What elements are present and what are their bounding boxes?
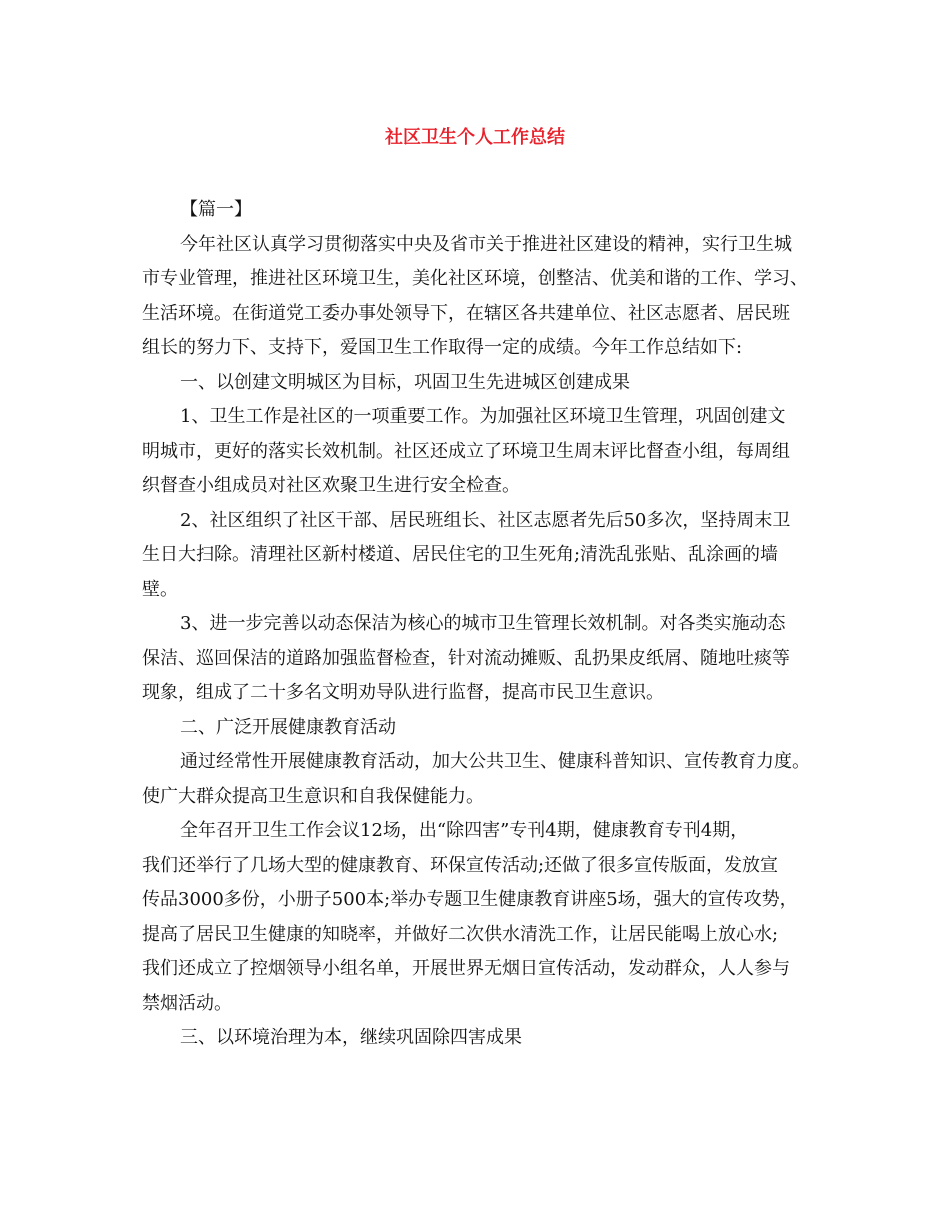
- body-line: 传品3000多份，小册子500本;举办专题卫生健康教育讲座5场，强大的宣传攻势，: [142, 889, 798, 910]
- body-line: 保洁、巡回保洁的道路加强监督检查，针对流动摊贩、乱扔果皮纸屑、随地吐痰等: [142, 647, 790, 669]
- body-line: 二、广泛开展健康教育活动: [180, 716, 396, 738]
- document-body: [142, 193, 832, 1056]
- body-line: 壁。: [142, 578, 178, 600]
- body-line: 禁烟活动。: [142, 992, 232, 1014]
- body-line: 生日大扫除。清理社区新村楼道、居民住宅的卫生死角;清洗乱张贴、乱涂画的墙: [142, 544, 779, 565]
- body-line: 现象，组成了二十多名文明劝导队进行监督，提高市民卫生意识。: [142, 682, 664, 703]
- body-line: 我们还成立了控烟领导小组名单，开展世界无烟日宣传活动，发动群众，人人参与: [142, 958, 790, 979]
- body-line: 组长的努力下、支持下，爱国卫生工作取得一定的成绩。今年工作总结如下:: [142, 337, 743, 358]
- body-line: 提高了居民卫生健康的知晓率，并做好二次供水清洗工作，让居民能喝上放心水;: [142, 923, 779, 945]
- body-line: 一、以创建文明城区为目标，巩固卫生先进城区创建成果: [180, 371, 630, 393]
- body-line: 市专业管理，推进社区环境卫生，美化社区环境，创整洁、优美和谐的工作、学习、: [142, 268, 808, 289]
- body-line: 【篇一】: [180, 199, 252, 220]
- body-line: 使广大群众提高卫生意识和自我保健能力。: [142, 785, 484, 807]
- body-line: 明城市，更好的落实长效机制。社区还成立了环境卫生周末评比督查小组，每周组: [142, 440, 790, 462]
- body-line: 通过经常性开展健康教育活动，加大公共卫生、健康科普知识、宣传教育力度。: [180, 751, 810, 772]
- body-line: 全年召开卫生工作会议12场，出“除四害”专刊4期，健康教育专刊4期，: [180, 820, 749, 841]
- body-line: 1、卫生工作是社区的一项重要工作。为加强社区环境卫生管理，巩固创建文: [180, 406, 786, 427]
- body-line: 生活环境。在街道党工委办事处领导下，在辖区各共建单位、社区志愿者、居民班: [142, 302, 790, 324]
- body-line: 织督查小组成员对社区欢聚卫生进行安全检查。: [142, 475, 520, 496]
- body-line: 我们还举行了几场大型的健康教育、环保宣传活动;还做了很多宣传版面，发放宣: [142, 854, 779, 876]
- body-line: 三、以环境治理为本，继续巩固除四害成果: [180, 1027, 522, 1048]
- body-line: 2、社区组织了社区干部、居民班组长、社区志愿者先后50多次，坚持周末卫: [180, 509, 791, 531]
- document-title: 社区卫生个人工作总结: [385, 127, 565, 148]
- body-line: 3、进一步完善以动态保洁为核心的城市卫生管理长效机制。对各类实施动态: [180, 613, 786, 634]
- body-line: 今年社区认真学习贯彻落实中央及省市关于推进社区建设的精神，实行卫生城: [180, 233, 792, 255]
